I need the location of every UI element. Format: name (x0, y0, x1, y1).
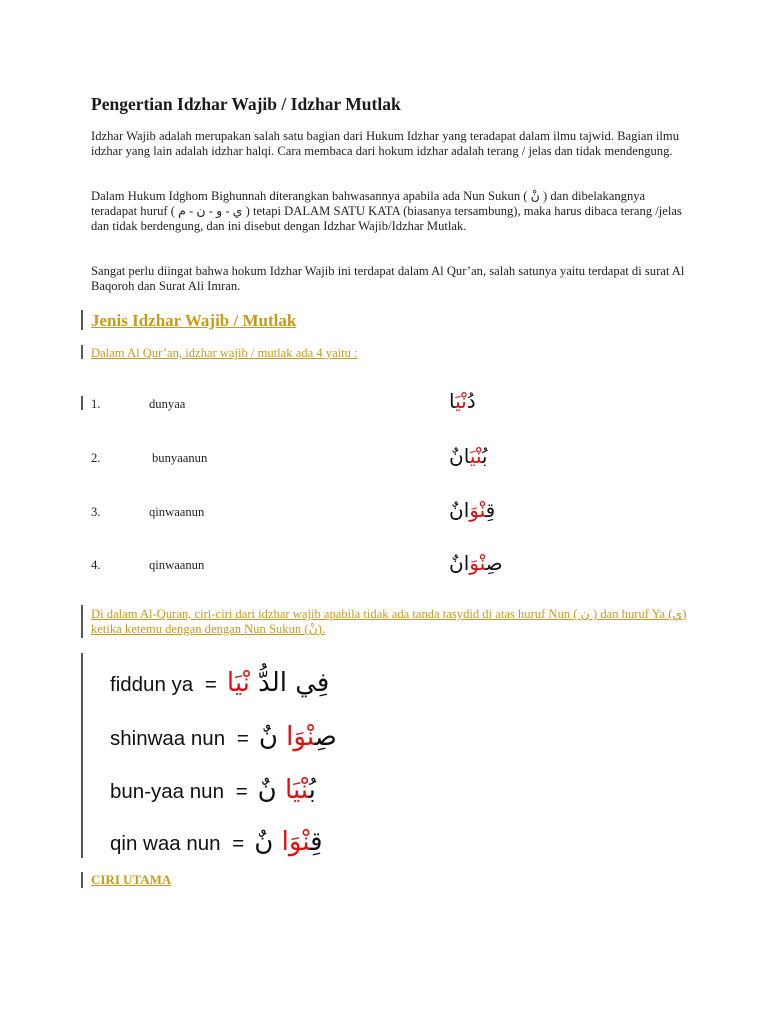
paragraph-definition: Idzhar Wajib adalah merupakan salah satu bagian dari Hukum Idzhar yang teradapat dalam ilmu tajwid. Bagian ilmu idzhar yang lain adalah idzhar halqi. Cara membaca dari hokum idzhar adalah terang / jelas dan tidak mendengung. (91, 129, 680, 158)
arabic-red: نْيَ (455, 389, 467, 413)
figure-arabic-black: فِي الدُّ (258, 668, 330, 698)
list-arabic (449, 389, 476, 413)
figure-arabic-red: نْيَا (285, 775, 309, 805)
arabic-suffix: انٌ (449, 444, 470, 468)
list-latin: qinwaanun (149, 558, 205, 572)
figure-latin: bun-yaa nun (110, 780, 224, 803)
figure-arabic (227, 668, 329, 698)
equals-sign: = (232, 832, 245, 855)
arabic-prefix: دُ (466, 389, 476, 413)
figure-arabic-red: نْوَا (286, 722, 315, 752)
figure-arabic-black: بُ (308, 775, 316, 805)
change-bar (81, 345, 83, 359)
change-bar (81, 653, 83, 858)
arabic-prefix: قِ (485, 498, 496, 522)
figure-arabic-black2: نٌ (258, 722, 287, 752)
arabic-prefix: بُ (481, 444, 488, 468)
list-arabic (449, 444, 487, 468)
ciri-utama-heading: CIRI UTAMA (91, 872, 172, 887)
section-heading: Jenis Idzhar Wajib / Mutlak (91, 311, 297, 330)
arabic-suffix: ا (449, 389, 456, 413)
figure-arabic (259, 722, 337, 752)
list-number: 1. (91, 397, 101, 411)
arabic-suffix: انٌ (449, 498, 470, 522)
figure-arabic-black: قِ (310, 827, 323, 857)
figure-arabic-black2: نٌ (254, 827, 282, 857)
figure-arabic (254, 827, 322, 857)
figure-arabic-black: صِ (314, 722, 337, 752)
section-intro: Dalam Al Qur’an, idzhar wajib / mutlak ada 4 yaitu : (91, 346, 358, 360)
paragraph-note-quran: Sangat perlu diingat bahwa hokum Idzhar Wajib ini terdapat dalam Al Qur’an, salah satunya yaitu terdapat di surat Al Baqoroh dan Surat Ali Imran. (91, 264, 685, 293)
figure-arabic-red: نْيَا (226, 668, 250, 698)
figure-arabic-black2: نٌ (257, 775, 286, 805)
list-arabic (449, 551, 503, 575)
arabic-prefix: صِ (485, 551, 503, 575)
equals-sign: = (235, 780, 248, 803)
list-number: 4. (91, 558, 101, 572)
change-bar (81, 396, 83, 410)
figure-latin: fiddun ya (110, 673, 194, 696)
list-latin: bunyaanun (152, 451, 208, 465)
arabic-red: نْوَ (469, 498, 486, 522)
figure-latin: shinwaa nun (110, 727, 226, 750)
change-bar (81, 310, 83, 330)
equals-sign: = (204, 673, 217, 696)
change-bar (81, 872, 83, 888)
list-latin: dunyaa (149, 397, 186, 411)
page-title: Pengertian Idzhar Wajib / Idzhar Mutlak (91, 94, 401, 114)
figure-arabic (258, 775, 316, 805)
figure-row (110, 668, 329, 698)
list-number: 2. (91, 451, 101, 465)
list-latin: qinwaanun (149, 505, 205, 519)
figure-row (110, 827, 323, 857)
figure-row (110, 775, 316, 805)
change-bar (81, 605, 83, 638)
equals-sign: = (236, 727, 249, 750)
list-arabic (449, 498, 495, 522)
note-paragraph: Di dalam Al-Quran, ciri-ciri dari idzhar wajib apabila tidak ada tanda tasydid di atas huruf Nun ( ن ) dan huruf Ya (ي) ketika ketemu dengan dengan Nun Sukun (نْ). (91, 607, 687, 636)
paragraph-idghom: Dalam Hukum Idghom Bighunnah diterangkan bahwasannya apabila ada Nun Sukun ( نْ ) dan dibelakangnya teradapat huruf ( ي - و - ن - م ) tetapi DALAM SATU KATA (biasanya tersambung), maka harus dibaca terang /jelas dan tidak berdengung, dan ini disebut dengan Idzhar Wajib/Idzhar Mutlak. (91, 189, 682, 233)
arabic-red: نْوَ (469, 551, 486, 575)
figure-arabic-red: نْوَا (281, 827, 311, 857)
list-number: 3. (91, 505, 101, 519)
arabic-suffix: انٌ (449, 551, 470, 575)
figure-row (110, 722, 337, 752)
arabic-red: نْيَ (469, 444, 482, 468)
figure-latin: qin waa nun (110, 832, 221, 855)
